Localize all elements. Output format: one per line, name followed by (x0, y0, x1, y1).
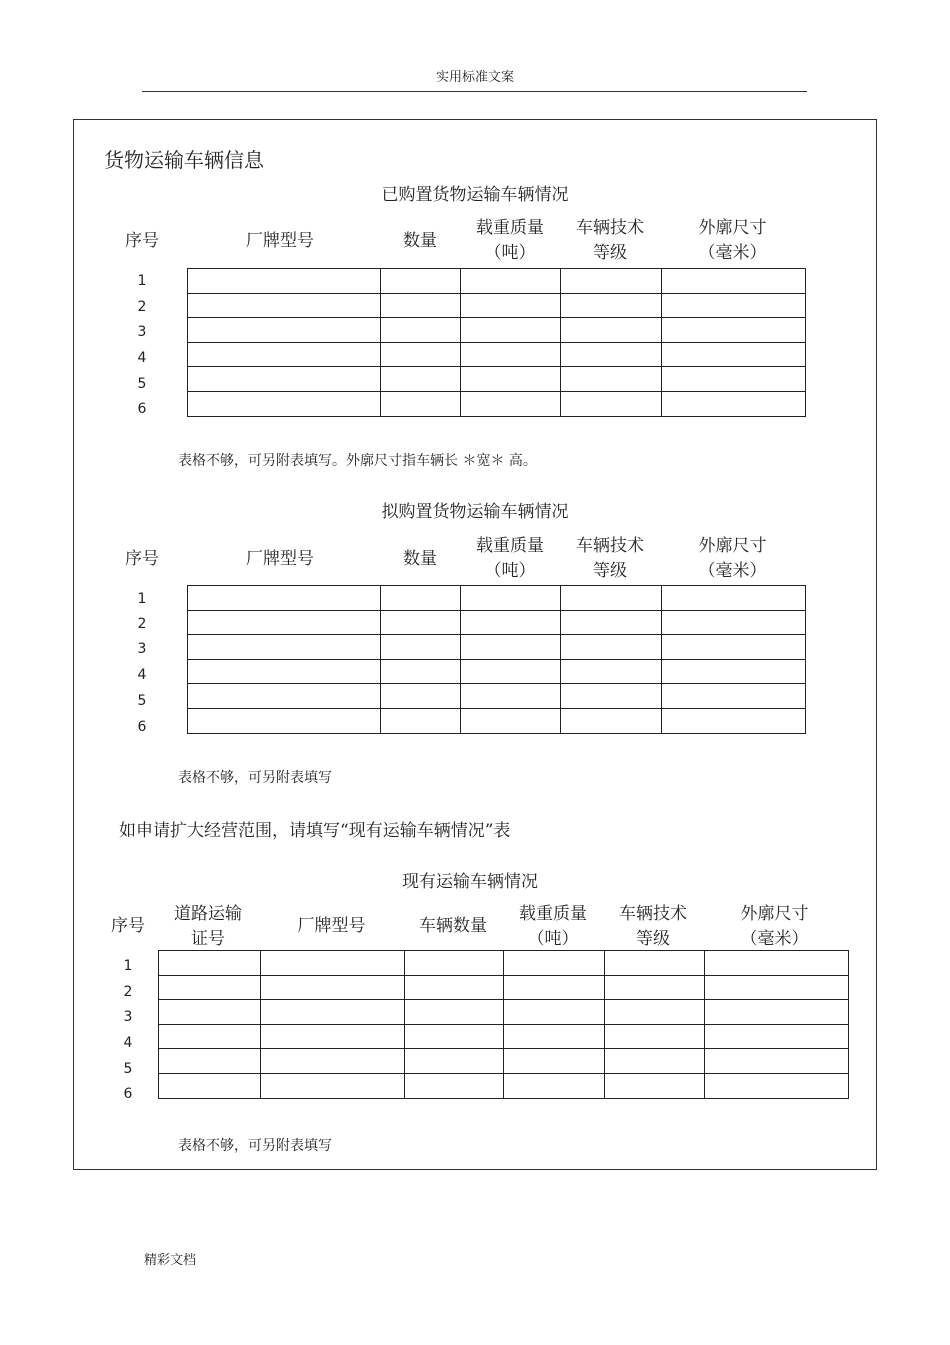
table-row (188, 684, 806, 709)
table3-header-dimensions-line1: 外廓尺寸 (740, 904, 809, 924)
table-cell[interactable] (504, 1000, 605, 1025)
table-row (159, 1073, 849, 1098)
table1-header-load-line2: （吨） (484, 243, 536, 263)
table-cell[interactable] (461, 367, 561, 392)
table1-header-model: 厂牌型号 (246, 231, 314, 251)
table-cell[interactable] (662, 367, 806, 392)
table-cell[interactable] (605, 1024, 705, 1049)
table1-header-grade-line2: 等级 (593, 243, 627, 263)
table-row (188, 318, 806, 343)
table-cell[interactable] (188, 708, 381, 733)
table-row (159, 1024, 849, 1049)
table-cell[interactable] (605, 975, 705, 1000)
table1-header-dimensions (661, 216, 804, 266)
table-row (188, 293, 806, 318)
table-cell[interactable] (381, 684, 461, 709)
table-cell[interactable] (381, 586, 461, 611)
table3-note: 表格不够，可另附表填写 (178, 1138, 332, 1154)
table3-header-index: 序号 (111, 916, 145, 936)
table-cell[interactable] (705, 975, 849, 1000)
table-cell[interactable] (662, 586, 806, 611)
table-cell[interactable] (461, 269, 561, 294)
table-row (188, 586, 806, 611)
table3-header-dimensions-line2: （毫米） (740, 929, 809, 949)
table-cell[interactable] (461, 708, 561, 733)
table-row (188, 367, 806, 392)
table2-header-load (460, 534, 560, 584)
table-cell[interactable] (461, 586, 561, 611)
table-cell[interactable] (705, 951, 849, 976)
table1-header-dimensions-line2: （毫米） (698, 243, 767, 263)
table2-header-quantity: 数量 (403, 549, 437, 569)
table3-row-number: 6 (123, 1086, 133, 1102)
table-cell[interactable] (381, 635, 461, 660)
table-cell[interactable] (188, 659, 381, 684)
table3-header-load-line2: （吨） (527, 929, 579, 949)
table3-row-number: 2 (123, 984, 133, 1000)
table-cell[interactable] (405, 1000, 504, 1025)
table-cell[interactable] (605, 1049, 705, 1074)
table-cell[interactable] (188, 318, 381, 343)
table-cell[interactable] (561, 293, 662, 318)
table-cell[interactable] (662, 318, 806, 343)
table2-row-number: 1 (137, 591, 147, 607)
table2-header-grade-line2: 等级 (593, 561, 627, 581)
table1-row-number: 5 (137, 376, 147, 392)
table-cell[interactable] (381, 610, 461, 635)
table-cell[interactable] (188, 586, 381, 611)
table-cell[interactable] (159, 1073, 261, 1098)
table1-header-load (460, 216, 560, 266)
table-cell[interactable] (261, 1049, 405, 1074)
table-cell[interactable] (561, 391, 662, 416)
table-cell[interactable] (159, 1049, 261, 1074)
table-cell[interactable] (662, 293, 806, 318)
table1-header-quantity: 数量 (403, 231, 437, 251)
table-cell[interactable] (381, 659, 461, 684)
table-row (188, 610, 806, 635)
table1-header-grade-line1: 车辆技术 (576, 218, 644, 238)
table-cell[interactable] (188, 610, 381, 635)
table2-row-number: 6 (137, 719, 147, 735)
table-cell[interactable] (159, 1024, 261, 1049)
table-cell[interactable] (561, 342, 662, 367)
table-cell[interactable] (381, 318, 461, 343)
table-cell[interactable] (261, 975, 405, 1000)
table-cell[interactable] (662, 342, 806, 367)
table-cell[interactable] (188, 269, 381, 294)
table-cell[interactable] (405, 975, 504, 1000)
table2-header-load-line2: （吨） (484, 561, 536, 581)
table3-row-number: 4 (123, 1035, 133, 1051)
table3-header-model: 厂牌型号 (297, 916, 366, 936)
table-cell[interactable] (461, 318, 561, 343)
table-cell[interactable] (405, 1049, 504, 1074)
table2-row-number: 5 (137, 693, 147, 709)
table-cell[interactable] (188, 367, 381, 392)
table-cell[interactable] (705, 1000, 849, 1025)
table1-row-number: 2 (137, 299, 147, 315)
table-cell[interactable] (261, 1000, 405, 1025)
table2-header-dimensions-line2: （毫米） (698, 561, 767, 581)
table2-header-grade-line1: 车辆技术 (576, 536, 644, 556)
table1-note: 表格不够，可另附表填写。外廓尺寸指车辆长 ＊宽＊ 高。 (178, 453, 537, 469)
table3-header-dimensions (703, 902, 846, 952)
table2-caption: 拟购置货物运输车辆情况 (381, 502, 569, 522)
table-cell[interactable] (188, 293, 381, 318)
page-header: 实用标准文案 (435, 70, 514, 85)
table2-grid (187, 585, 806, 734)
table-cell[interactable] (561, 586, 662, 611)
table-cell[interactable] (705, 1024, 849, 1049)
table-row (188, 342, 806, 367)
table1-row-number: 3 (137, 324, 147, 340)
table-cell[interactable] (561, 659, 662, 684)
table-cell[interactable] (561, 708, 662, 733)
table-cell[interactable] (662, 391, 806, 416)
table-cell[interactable] (561, 635, 662, 660)
table-cell[interactable] (662, 635, 806, 660)
table1-row-number: 4 (137, 350, 147, 366)
table2-header-dimensions-line1: 外廓尺寸 (698, 536, 767, 556)
table-cell[interactable] (605, 951, 705, 976)
table-cell[interactable] (561, 684, 662, 709)
table-row (188, 635, 806, 660)
table-cell[interactable] (662, 610, 806, 635)
table3-row-number: 5 (123, 1061, 133, 1077)
table-row (188, 708, 806, 733)
table3-header-grade (603, 902, 703, 952)
table3-caption: 现有运输车辆情况 (402, 872, 538, 892)
table1-header-dimensions-line1: 外廓尺寸 (698, 218, 767, 238)
table-row (159, 951, 849, 976)
table1-grid (187, 268, 806, 417)
table-cell[interactable] (662, 269, 806, 294)
table2-header-load-line1: 载重质量 (476, 536, 544, 556)
table2-header-model: 厂牌型号 (246, 549, 314, 569)
table-cell[interactable] (159, 1000, 261, 1025)
table2-header-index: 序号 (125, 549, 159, 569)
table-cell[interactable] (188, 342, 381, 367)
table2-row-number: 2 (137, 616, 147, 632)
table1-header-index: 序号 (125, 231, 159, 251)
table2-header-dimensions (661, 534, 804, 584)
table1-header-grade (560, 216, 660, 266)
table-cell[interactable] (605, 1000, 705, 1025)
table-cell[interactable] (662, 659, 806, 684)
table-cell[interactable] (261, 1024, 405, 1049)
section-title: 货物运输车辆信息 (104, 148, 264, 172)
table-cell[interactable] (405, 1024, 504, 1049)
table3-row-number: 1 (123, 958, 133, 974)
table-cell[interactable] (605, 1073, 705, 1098)
table-cell[interactable] (461, 684, 561, 709)
table-cell[interactable] (705, 1049, 849, 1074)
expand-scope-note: 如申请扩大经营范围，请填写“现有运输车辆情况”表 (119, 821, 511, 841)
table-cell[interactable] (261, 1073, 405, 1098)
table-cell[interactable] (662, 684, 806, 709)
table3-row-number: 3 (123, 1009, 133, 1025)
table2-row-number: 3 (137, 641, 147, 657)
table-cell[interactable] (461, 659, 561, 684)
table-cell[interactable] (188, 391, 381, 416)
table-cell[interactable] (405, 951, 504, 976)
table3-header-vehicle-count: 车辆数量 (419, 916, 487, 936)
table-cell[interactable] (561, 367, 662, 392)
table-cell[interactable] (561, 318, 662, 343)
table2-note: 表格不够，可另附表填写 (178, 770, 332, 786)
table-cell[interactable] (561, 610, 662, 635)
table-cell[interactable] (381, 367, 461, 392)
table-cell[interactable] (405, 1073, 504, 1098)
table-cell[interactable] (188, 684, 381, 709)
table-cell[interactable] (461, 610, 561, 635)
table2-row-number: 4 (137, 667, 147, 683)
table1-row-number: 6 (137, 401, 147, 417)
table-cell[interactable] (461, 342, 561, 367)
page-footer: 精彩文档 (144, 1253, 197, 1268)
table-cell[interactable] (504, 1049, 605, 1074)
table-cell[interactable] (504, 1024, 605, 1049)
table-cell[interactable] (381, 708, 461, 733)
table-cell[interactable] (561, 269, 662, 294)
header-rule (142, 91, 807, 92)
table3-header-grade-line1: 车辆技术 (619, 904, 687, 924)
table3-header-permit-line2: 证号 (191, 929, 225, 949)
table-row (159, 975, 849, 1000)
table1-header-load-line1: 载重质量 (476, 218, 544, 238)
table-cell[interactable] (461, 391, 561, 416)
table-cell[interactable] (381, 391, 461, 416)
table-cell[interactable] (188, 635, 381, 660)
table3-grid (158, 950, 849, 1099)
table-cell[interactable] (461, 635, 561, 660)
table-cell[interactable] (504, 975, 605, 1000)
table-cell[interactable] (504, 1073, 605, 1098)
table-cell[interactable] (504, 951, 605, 976)
table-cell[interactable] (159, 951, 261, 976)
table-cell[interactable] (381, 342, 461, 367)
table3-header-permit-line1: 道路运输 (174, 904, 242, 924)
table1-caption: 已购置货物运输车辆情况 (381, 185, 569, 205)
table-row (159, 1000, 849, 1025)
table-cell[interactable] (261, 951, 405, 976)
table-cell[interactable] (159, 975, 261, 1000)
table-cell[interactable] (662, 708, 806, 733)
table-row (188, 391, 806, 416)
table-row (159, 1049, 849, 1074)
table3-header-load (503, 902, 603, 952)
table-cell[interactable] (705, 1073, 849, 1098)
table-row (188, 659, 806, 684)
table3-header-grade-line2: 等级 (636, 929, 670, 949)
table2-header-grade (560, 534, 660, 584)
table3-header-load-line1: 载重质量 (519, 904, 587, 924)
table1-row-number: 1 (137, 273, 147, 289)
table-cell[interactable] (461, 293, 561, 318)
table-cell[interactable] (381, 269, 461, 294)
table-cell[interactable] (381, 293, 461, 318)
table3-header-permit (158, 902, 258, 952)
table-row (188, 269, 806, 294)
